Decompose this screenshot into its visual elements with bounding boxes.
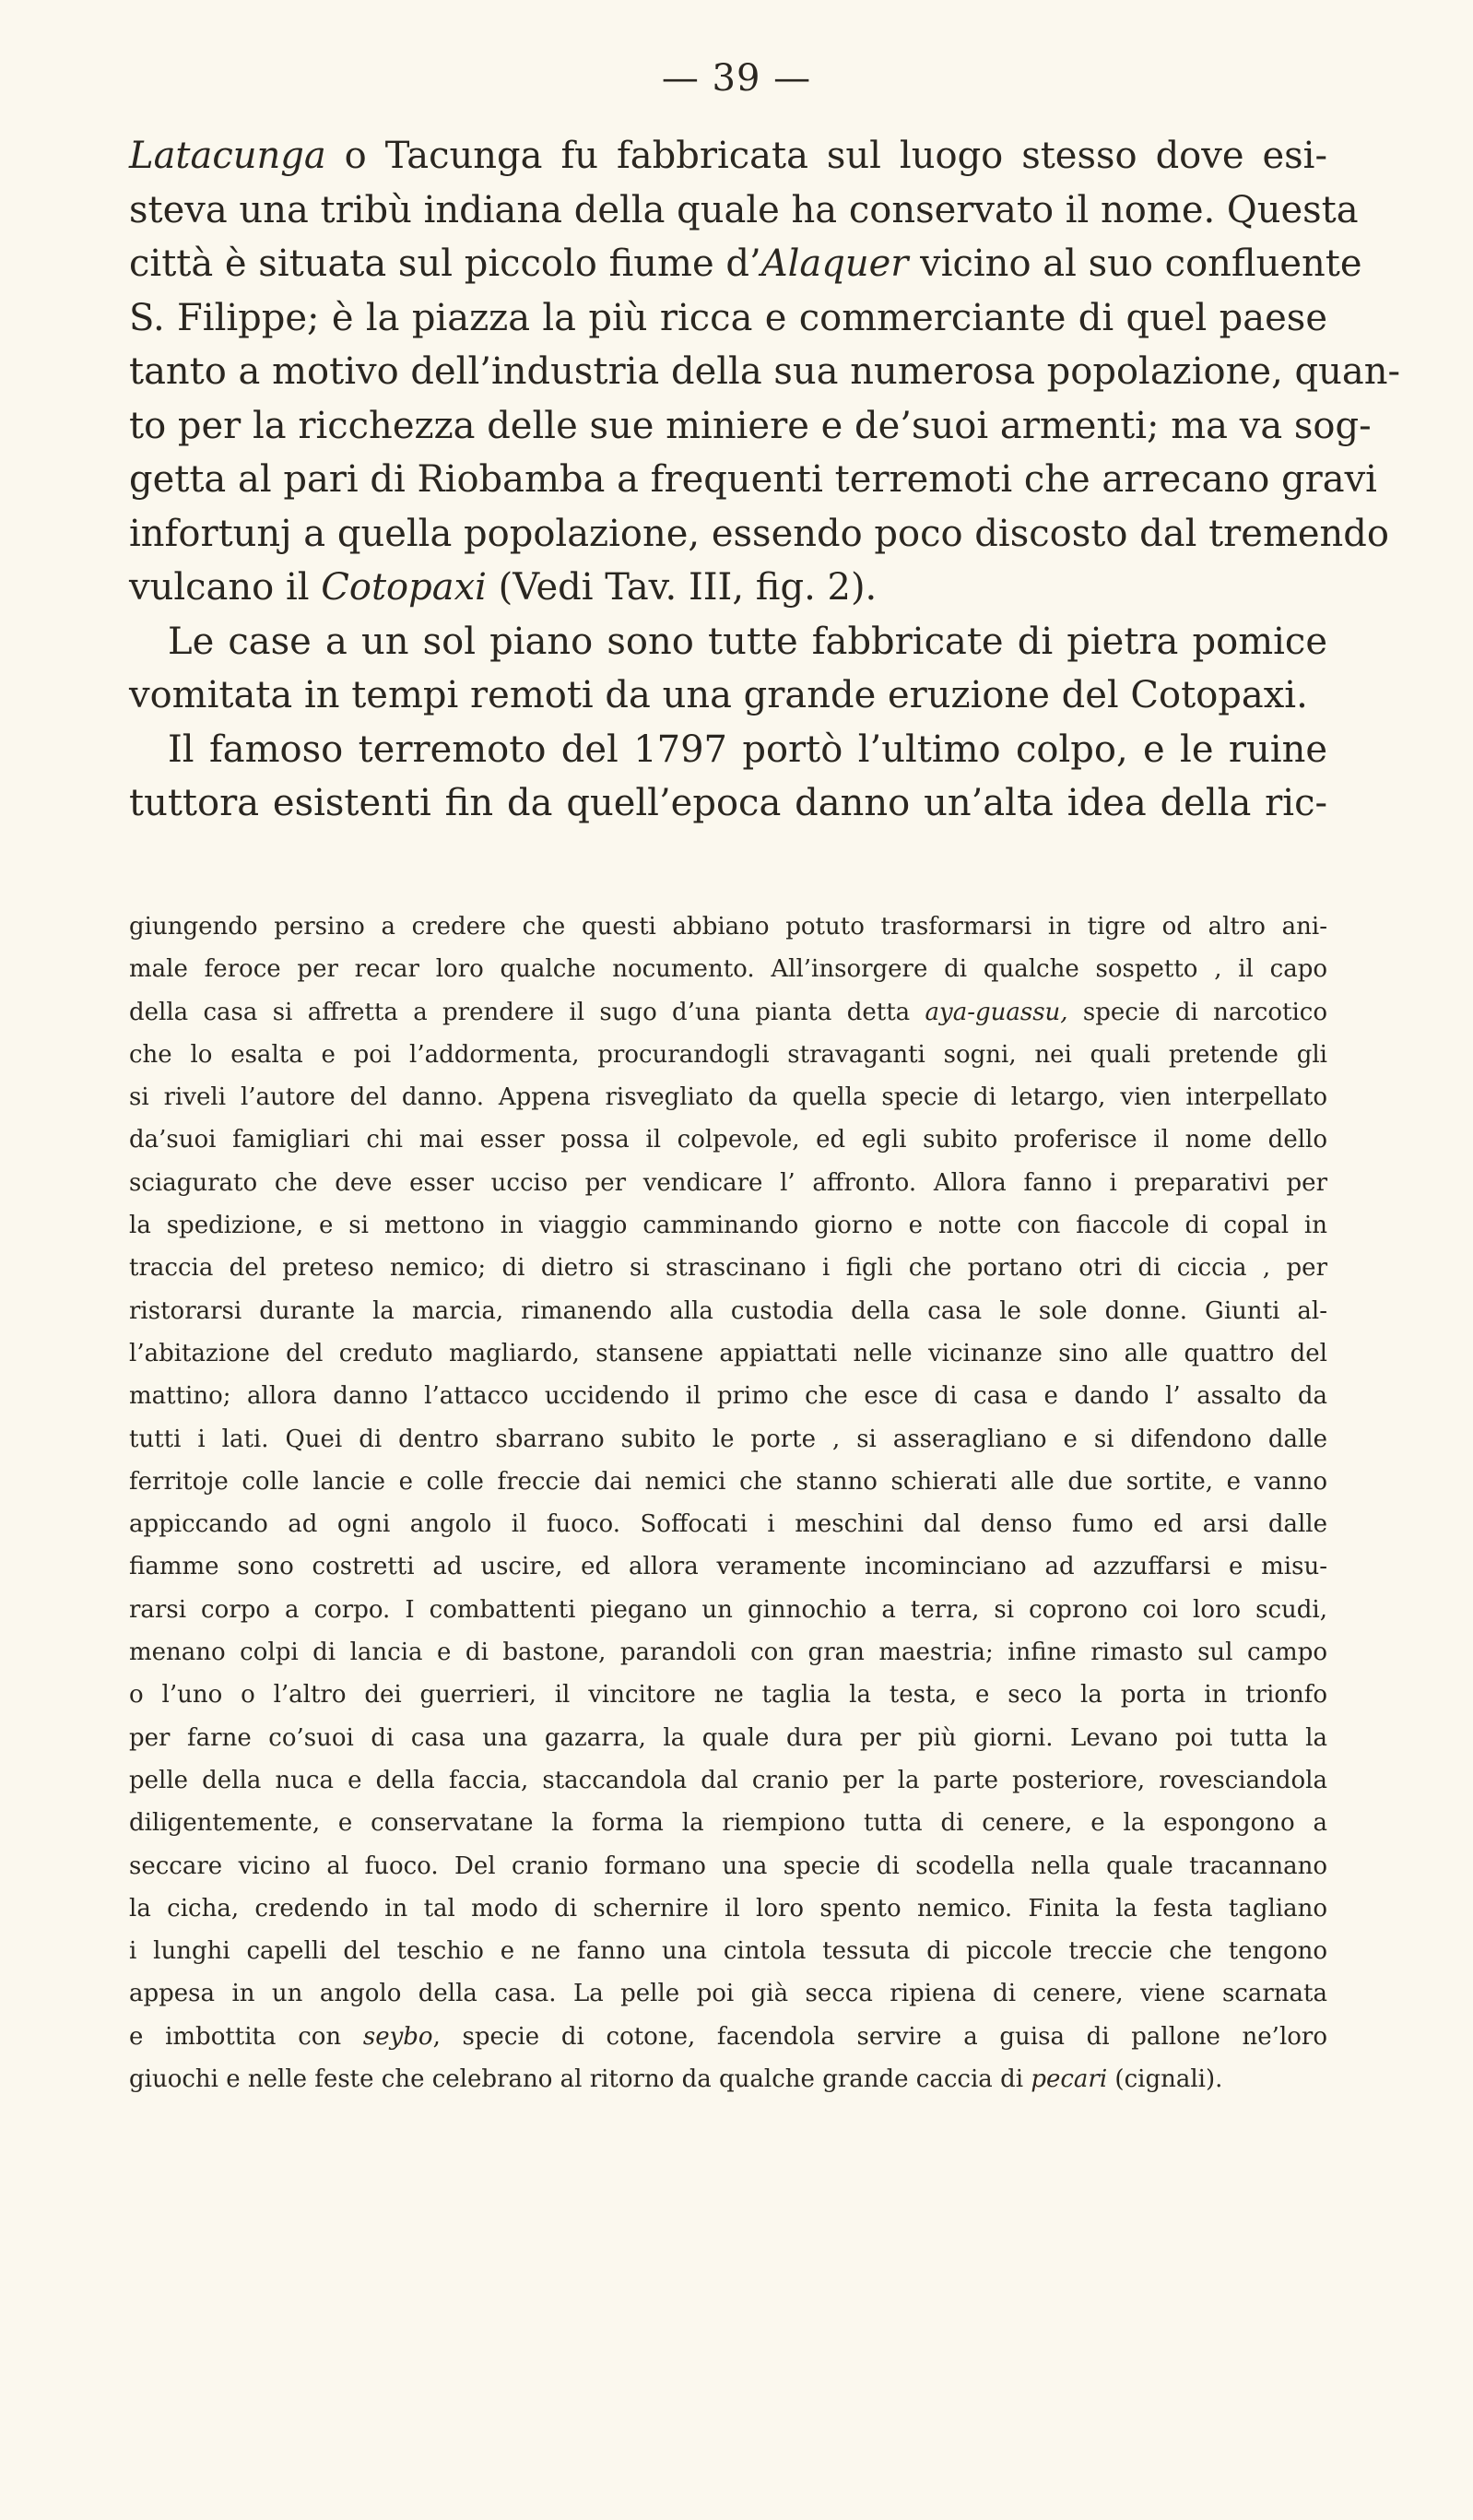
line-text: tanto a motivo dell’industria della sua numerosa popolazione, quan- — [129, 350, 1400, 393]
line-text: della casa si affretta a prendere il sugo d’una pianta detta — [129, 998, 925, 1026]
footnote-line — [129, 905, 1327, 948]
line-text: Le case a un sol piano sono tutte fabbricate di pietra pomice — [168, 620, 1327, 663]
footnote-line — [129, 1162, 1327, 1204]
line-text: diligentemente, e conservatane la forma la riempiono tutta di cenere, e la espongono a — [129, 1809, 1327, 1838]
footnote-line — [129, 1972, 1327, 2015]
line-text: ferritoje colle lancie e colle freccie dai nemici che stanno schierati alle due sortite, e vanno — [129, 1467, 1327, 1496]
line-text: pelle della nuca e della faccia, staccandola dal cranio per la parte posteriore, rovesciandola — [129, 1766, 1327, 1794]
line-text: i lunghi capelli del teschio e ne fanno una cintola tessuta di piccole treccie che tengono — [129, 1937, 1327, 1966]
main-text-line — [129, 507, 1389, 562]
main-text-line — [129, 776, 1327, 831]
line-text: e imbottita con — [129, 2022, 363, 2051]
line-text: la cicha, credendo in tal modo di schernire il loro spento nemico. Finita la festa tagliano — [129, 1894, 1327, 1923]
italic-term: Latacunga — [129, 135, 326, 177]
line-text: Il famoso terremoto del 1797 portò l’ultimo colpo, e le ruine — [168, 728, 1327, 771]
page-number: — 39 — — [661, 57, 812, 100]
footnote-line — [129, 1545, 1327, 1588]
footnote-line — [129, 1802, 1327, 1844]
line-text: giuochi e nelle feste che celebrano al ritorno da qualche grande caccia di — [129, 2065, 1031, 2094]
footnote-line — [129, 1674, 1327, 1716]
italic-term: seybo — [362, 2022, 433, 2051]
line-text: città è situata sul piccolo fiume d’ — [129, 243, 761, 285]
footnote-line — [129, 1418, 1327, 1461]
line-text: o l’uno o l’altro dei guerrieri, il vincitore ne taglia la testa, e seco la porta in trionfo — [129, 1681, 1327, 1710]
line-text: menano colpi di lancia e di bastone, parandoli con gran maestria; infine rimasto sul campo — [129, 1639, 1327, 1667]
footnote-line — [129, 1930, 1327, 1972]
footnote-line — [129, 2016, 1327, 2058]
footnote-line — [129, 1118, 1327, 1161]
footnote-line — [129, 1332, 1327, 1375]
footnote-line — [129, 991, 1327, 1034]
footnote-line — [129, 1204, 1327, 1247]
line-text: da’suoi famigliari chi mai esser possa il colpevole, ed egli subito proferisce il nome dello — [129, 1126, 1327, 1154]
line-text: male feroce per recar loro qualche nocumento. All’insorgere di qualche sospetto , il capo — [129, 955, 1327, 984]
line-text: getta al pari di Riobamba a frequenti terremoti che arrecano gravi — [129, 458, 1377, 501]
line-text: appiccando ad ogni angolo il fuoco. Soffocati i meschini dal denso fumo ed arsi dalle — [129, 1510, 1327, 1539]
main-text-line — [129, 129, 1327, 183]
footnote-line — [129, 1461, 1327, 1503]
footnote-line — [129, 1034, 1327, 1076]
line-text: giungendo persino a credere che questi abbiano potuto trasformarsi in tigre od altro ani- — [129, 913, 1327, 941]
line-text: che lo esalta e poi l’addormenta, procurandogli stravaganti sogni, nei quali pretende gli — [129, 1040, 1327, 1069]
main-text-line — [129, 615, 1327, 669]
line-text: vomitata in tempi remoti da una grande eruzione del Cotopaxi. — [129, 674, 1308, 716]
footnote-line — [129, 1845, 1327, 1887]
footnote-line — [129, 1717, 1327, 1759]
main-text-line — [129, 723, 1327, 777]
main-text-line — [129, 399, 1372, 454]
line-text: (Vedi Tav. III, fig. 2). — [486, 566, 878, 609]
line-text: , specie di cotone, facendola servire a guisa di pallone ne’loro — [432, 2022, 1327, 2051]
footnote-line — [129, 1290, 1327, 1332]
footnote-line — [129, 1247, 1327, 1289]
line-text: steva una tribù indiana della quale ha conservato il nome. Questa — [129, 188, 1359, 231]
line-text: si riveli l’autore del danno. Appena risvegliato da quella specie di letargo, vien interpellato — [129, 1083, 1327, 1112]
footnote-line — [129, 1887, 1327, 1930]
line-text: to per la ricchezza delle sue miniere e de’suoi armenti; ma va sog- — [129, 404, 1372, 447]
line-text: (cignali). — [1107, 2065, 1223, 2094]
line-text: appesa in un angolo della casa. La pelle poi già secca ripiena di cenere, viene scarnata — [129, 1980, 1327, 2008]
line-text: ristorarsi durante la marcia, rimanendo alla custodia della casa le sole donne. Giunti al- — [129, 1296, 1327, 1325]
italic-term: Cotopaxi — [321, 566, 487, 609]
line-text: fiamme sono costretti ad uscire, ed allora veramente incominciano ad azzuffarsi e misu- — [129, 1553, 1327, 1581]
italic-term: pecari — [1031, 2065, 1108, 2094]
line-text: specie di narcotico — [1067, 998, 1327, 1026]
main-text-line — [129, 561, 1327, 615]
main-text — [129, 129, 1400, 831]
italic-term: Alaquer — [760, 243, 909, 285]
footnote-line — [129, 948, 1327, 990]
line-text: S. Filippe; è la piazza la più ricca e commerciante di quel paese — [129, 296, 1327, 339]
main-text-line — [129, 291, 1327, 346]
line-text: la spedizione, e si mettono in viaggio camminando giorno e notte con fiaccole di copal in — [129, 1212, 1327, 1240]
main-text-line — [129, 183, 1359, 238]
footnote-line — [129, 1076, 1327, 1118]
line-text: l’abitazione del creduto magliardo, stansene appiattati nelle vicinanze sino alle quattro del — [129, 1339, 1327, 1367]
footnote-line — [129, 1375, 1327, 1417]
line-text: tuttora esistenti fin da quell’epoca danno un’alta idea della ric- — [129, 782, 1327, 824]
line-text: infortunj a quella popolazione, essendo poco discosto dal tremendo — [129, 512, 1389, 555]
footnote-line — [129, 1631, 1327, 1674]
line-text: sciagurato che deve esser ucciso per vendicare l’ affronto. Allora fanno i preparativi per — [129, 1168, 1327, 1197]
footnote — [129, 905, 1327, 2100]
main-text-line — [129, 237, 1362, 291]
main-text-line — [129, 453, 1377, 507]
line-text: traccia del preteso nemico; di dietro si strascinano i figli che portano otri di ciccia , per — [129, 1254, 1327, 1283]
footnote-line — [129, 1759, 1327, 1802]
line-text: tutti i lati. Quei di dentro sbarrano subito le porte , si asseragliano e si difendono dalle — [129, 1425, 1327, 1453]
footnote-line — [129, 2058, 1327, 2100]
line-text: seccare vicino al fuoco. Del cranio formano una specie di scodella nella quale tracannano — [129, 1852, 1327, 1880]
main-text-line — [129, 668, 1327, 723]
italic-term: aya-guassu, — [925, 998, 1068, 1026]
line-text: o Tacunga fu fabbricata sul luogo stesso dove esi- — [325, 135, 1327, 177]
footnote-line — [129, 1589, 1327, 1631]
line-text: mattino; allora danno l’attacco uccidendo il primo che esce di casa e dando l’ assalto da — [129, 1382, 1327, 1411]
line-text: vicino al suo confluente — [908, 243, 1362, 285]
line-text: per farne co’suoi di casa una gazarra, la quale dura per più giorni. Levano poi tutta la — [129, 1723, 1327, 1752]
main-text-line — [129, 345, 1400, 399]
footnote-line — [129, 1503, 1327, 1545]
line-text: vulcano il — [129, 566, 322, 609]
line-text: rarsi corpo a corpo. I combattenti piegano un ginnochio a terra, si coprono coi loro scudi, — [129, 1595, 1327, 1624]
